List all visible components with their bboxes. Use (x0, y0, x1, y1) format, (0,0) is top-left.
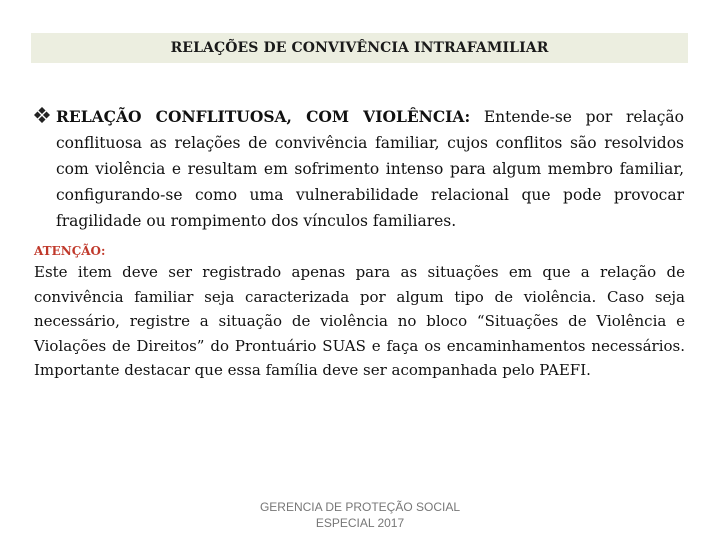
footer-line-1: GERENCIA DE PROTEÇÃO SOCIAL (259, 500, 461, 514)
bullet-paragraph (56, 104, 684, 234)
diamond-bullet-icon (34, 107, 50, 123)
attention-paragraph: Este item deve ser registrado apenas para as situações em que a relação de convivência familiar seja caracterizada por algum tipo de violência. Caso seja necessário, registre a situação de violência no bloco “Situações de Violência e Violações de Direitos” do Prontuário SUAS e faça os encaminhamentos necessários. Importante destacar que essa família deve ser acompanhada pelo PAEFI. (34, 263, 685, 379)
bullet-body: Entende-se por relação conflituosa as relações de convivência familiar, cujos conflitos são resolvidos com violência e resultam em sofrimento intenso para algum membro familiar, configurando-se como uma vulnerabilidade relacional que pode provocar fragilidade ou rompimento dos vínculos familiares. (56, 108, 684, 230)
slide-title: RELAÇÕES DE CONVIVÊNCIA INTRAFAMILIAR (170, 40, 549, 56)
attention-label: ATENÇÃO: (34, 244, 106, 258)
footer (200, 499, 520, 531)
bullet-item (34, 104, 684, 234)
footer-line-2: ESPECIAL 2017 (315, 516, 405, 530)
bullet-lead: RELAÇÃO CONFLITUOSA, COM VIOLÊNCIA: (56, 107, 471, 126)
slide-title-bar (31, 33, 688, 63)
